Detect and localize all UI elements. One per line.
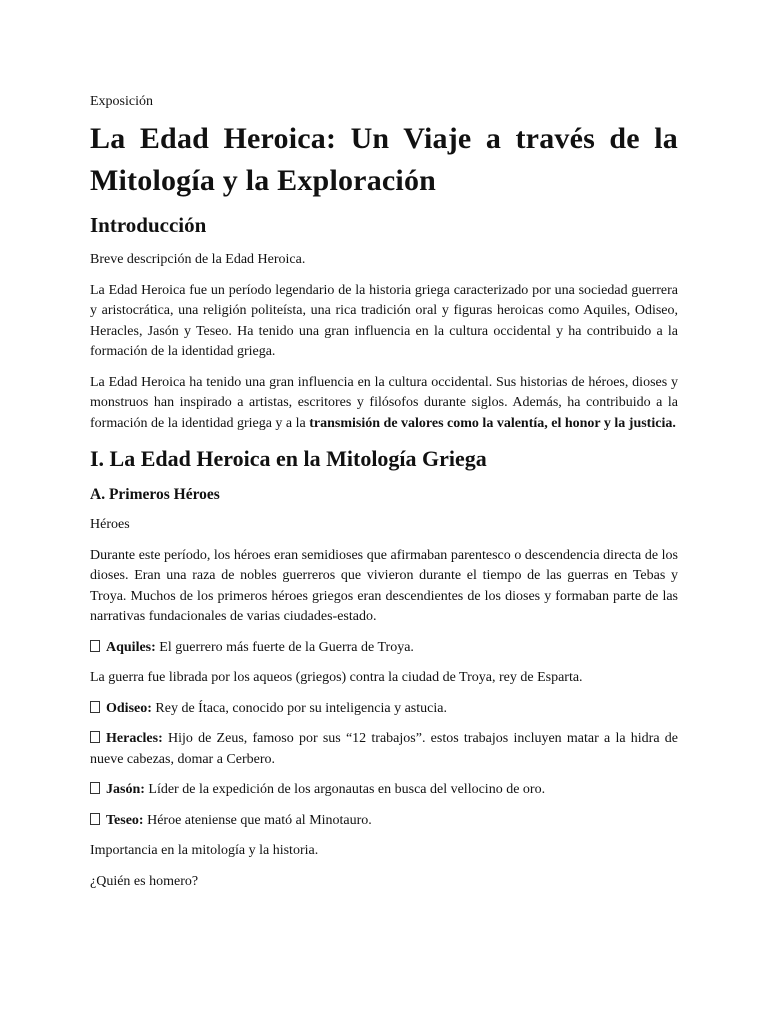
bullet-icon xyxy=(90,813,100,825)
hero-item-teseo xyxy=(90,811,678,832)
document-title xyxy=(90,118,678,202)
title-line-1: La Edad Heroica: Un Viaje a través de la xyxy=(90,122,678,155)
hero-description: El guerrero más fuerte de la Guerra de Troya. xyxy=(155,639,414,655)
intro-paragraph-1: La Edad Heroica fue un período legendario de la historia griega caracterizado por una sociedad guerrera y aristocrática, una religión politeísta, una rica tradición oral y figuras heroicas como Aquiles, Odiseo, Heracles, Jasón y Teseo. Ha tenido una gran influencia en la cultura occidental y ha contribuido a la formación de la identidad griega. xyxy=(90,282,678,359)
hero-name: Heracles: xyxy=(106,731,163,746)
importance-line: Importancia en la mitología y la historia. xyxy=(90,843,319,858)
heroes-label: Héroes xyxy=(90,517,130,532)
document-kicker: Exposición xyxy=(90,94,153,109)
hero-description: Líder de la expedición de los argonautas en busca del vellocino de oro. xyxy=(144,782,546,797)
heroes-paragraph: Durante este período, los héroes eran semidioses que afirmaban parentesco o descendencia directa de los dioses. Eran una raza de nobles guerreros que vivieron durante el tiempo de las guerras en Tebas y Troya. Muchos de los primeros héroes griegos eran descendientes de los dioses y formaban parte de las narrativas fundacionales de varias ciudades-estado. xyxy=(90,547,678,624)
intro-brief: Breve descripción de la Edad Heroica. xyxy=(90,252,306,267)
intro-heading: Introducción xyxy=(90,213,207,237)
troy-note: La guerra fue librada por los aqueos (griegos) contra la ciudad de Troya, rey de Esparta. xyxy=(90,670,583,685)
bullet-icon xyxy=(90,731,100,743)
hero-description: Hijo de Zeus, famoso por sus “12 trabajos”. estos trabajos incluyen matar a la hidra de nueve cabezas, domar a Cerbero. xyxy=(90,731,678,767)
bullet-icon xyxy=(90,701,100,713)
hero-name: Odiseo: xyxy=(106,700,152,716)
hero-item-aquiles xyxy=(90,638,678,659)
hero-item-jason xyxy=(90,780,678,801)
intro-paragraph-2-text: La Edad Heroica ha tenido una gran influencia en la cultura occidental. Sus historias de héroes, dioses y monstruos han inspirado a artistas, escritores y filósofos durante siglos. Además, ha contribuido a la formación de la identidad griega y a la xyxy=(90,374,678,431)
hero-name: Jasón: xyxy=(106,782,145,797)
hero-item-heracles xyxy=(90,729,678,770)
bullet-icon xyxy=(90,640,100,652)
question-line: ¿Quién es homero? xyxy=(90,873,199,889)
section-1-heading: I. La Edad Heroica en la Mitología Griega xyxy=(90,446,487,471)
subsection-heading: A. Primeros Héroes xyxy=(90,486,220,503)
intro-paragraph-2-bold: transmisión de valores como la valentía, el honor y la justicia. xyxy=(309,415,676,431)
hero-item-odiseo xyxy=(90,699,678,720)
hero-name: Aquiles: xyxy=(106,639,156,655)
title-line-2: Mitología y la Exploración xyxy=(90,164,437,197)
hero-description: Héroe ateniense que mató al Minotauro. xyxy=(143,812,372,828)
hero-name: Teseo: xyxy=(106,812,144,828)
bullet-icon xyxy=(90,782,100,794)
intro-paragraph-2 xyxy=(90,373,678,435)
hero-description: Rey de Ítaca, conocido por su inteligencia y astucia. xyxy=(151,700,447,716)
